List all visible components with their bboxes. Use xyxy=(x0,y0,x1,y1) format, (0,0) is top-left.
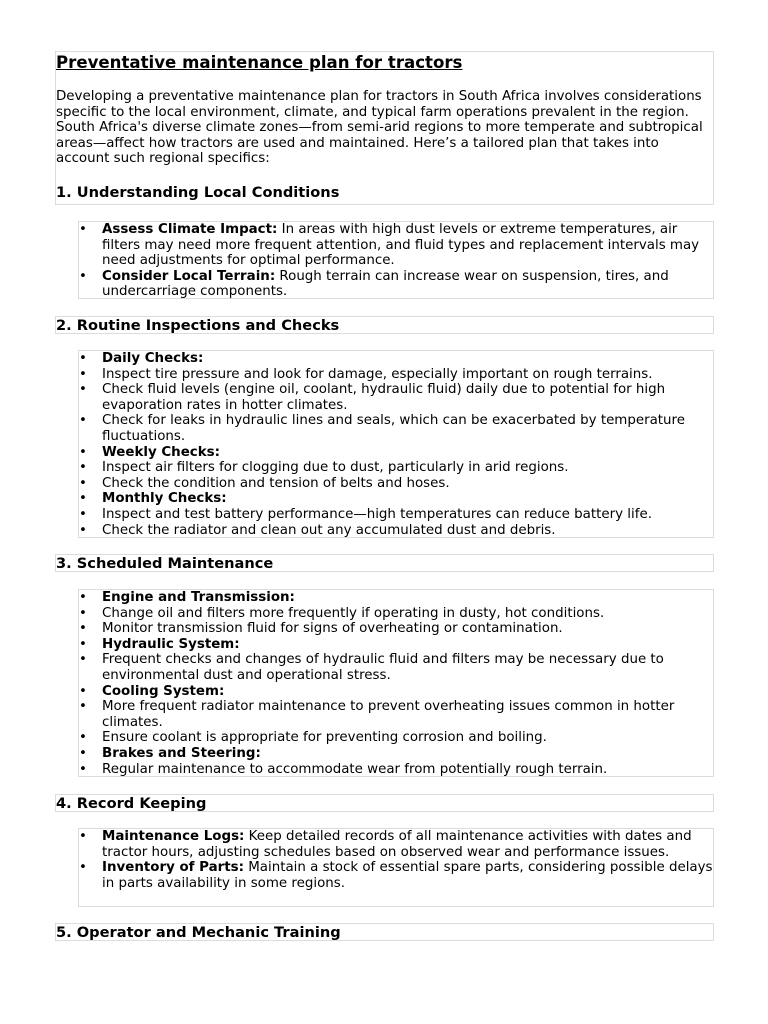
bullet-icon: • xyxy=(79,699,87,715)
section-heading-2: 2. Routine Inspections and Checks xyxy=(56,317,340,334)
list-item: • Weekly Checks: xyxy=(79,444,220,460)
bullet-icon: • xyxy=(79,475,87,491)
list-item: • Check for leaks in hydraulic lines and seals, which can be exacerbated by temperature fluctuations. xyxy=(79,413,685,444)
bullet-icon: • xyxy=(79,590,87,605)
list-item: • Regular maintenance to accommodate wear from potentially rough terrain. xyxy=(79,761,608,777)
list-item: • Daily Checks: xyxy=(79,351,204,366)
list-item: • Cooling System: xyxy=(79,683,225,699)
list-item: • Assess Climate Impact: In areas with high dust levels or extreme temperatures, air filters may need more frequent attention, and fluid types and replacement intervals may need adjustments for optimal performance. xyxy=(79,222,700,269)
bullet-icon: • xyxy=(79,860,87,876)
section-2-list-box xyxy=(78,350,714,538)
list-item: • Engine and Transmission: xyxy=(79,590,295,605)
section-3-heading-box xyxy=(55,554,714,572)
section-2-list xyxy=(79,351,713,538)
bullet-icon: • xyxy=(79,460,87,476)
bullet-icon: • xyxy=(79,730,87,746)
section-2-heading-box xyxy=(55,316,714,334)
list-item: • Inspect air filters for clogging due to dust, particularly in arid regions. xyxy=(79,460,569,476)
bullet-icon: • xyxy=(79,621,87,637)
bullet-icon: • xyxy=(79,491,87,507)
bullet-icon: • xyxy=(79,652,87,668)
section-3-list xyxy=(79,590,713,777)
section-4-heading-box xyxy=(55,794,714,812)
bullet-icon: • xyxy=(79,683,87,699)
section-4-list xyxy=(79,829,713,891)
section-4-list-box xyxy=(78,828,714,907)
bullet-icon: • xyxy=(79,268,87,284)
list-item: • Inventory of Parts: Maintain a stock of essential spare parts, considering possible delays in parts availability in some regions. xyxy=(79,860,713,891)
list-item: • Check the condition and tension of belts and hoses. xyxy=(79,475,450,491)
bullet-icon: • xyxy=(79,745,87,761)
bullet-icon: • xyxy=(79,522,87,538)
bullet-icon: • xyxy=(79,506,87,522)
bullet-icon: • xyxy=(79,636,87,652)
list-item: • Frequent checks and changes of hydraulic fluid and filters may be necessary due to environmental dust and operational stress. xyxy=(79,652,664,683)
section-heading-1: 1. Understanding Local Conditions xyxy=(56,183,340,201)
list-item: • Ensure coolant is appropriate for preventing corrosion and boiling. xyxy=(79,730,547,746)
list-item: • More frequent radiator maintenance to prevent overheating issues common in hotter climates. xyxy=(79,699,675,730)
list-item: • Check the radiator and clean out any accumulated dust and debris. xyxy=(79,522,556,538)
list-item: • Check fluid levels (engine oil, coolant, hydraulic fluid) daily due to potential for high evaporation rates in hotter climates. xyxy=(79,382,666,413)
bullet-icon: • xyxy=(79,413,87,429)
bullet-icon: • xyxy=(79,366,87,382)
list-item: • Monitor transmission fluid for signs of overheating or contamination. xyxy=(79,621,563,637)
bullet-icon: • xyxy=(79,829,87,844)
section-3-list-box xyxy=(78,589,714,777)
bullet-icon: • xyxy=(79,444,87,460)
intro-block xyxy=(55,51,714,205)
intro-paragraph: Developing a preventative maintenance plan for tractors in South Africa involves considerations specific to the local environment, climate, and typical farm operations prevalent in the region. South Africa's diverse climate zones—from semi-arid regions to more temperate and subtropical areas—affect how tractors are used and maintained. Here’s a tailored plan that takes into account such regional specifics: xyxy=(56,89,703,167)
list-item: • Change oil and filters more frequently if operating in dusty, hot conditions. xyxy=(79,605,605,621)
bullet-icon: • xyxy=(79,382,87,398)
bullet-icon: • xyxy=(79,351,87,366)
list-item: • Consider Local Terrain: Rough terrain can increase wear on suspension, tires, and undercarriage components. xyxy=(79,268,669,300)
section-heading-4: 4. Record Keeping xyxy=(56,795,207,812)
section-5-heading-box xyxy=(55,923,714,941)
list-item: • Inspect and test battery performance—high temperatures can reduce battery life. xyxy=(79,506,652,522)
page-title: Preventative maintenance plan for tractors xyxy=(56,53,463,72)
list-item: • Hydraulic System: xyxy=(79,636,240,652)
section-1-list xyxy=(79,222,713,300)
bullet-icon: • xyxy=(79,761,87,777)
section-heading-5: 5. Operator and Mechanic Training xyxy=(56,924,341,941)
list-item: • Maintenance Logs: Keep detailed records of all maintenance activities with dates and tractor hours, adjusting schedules based on observed wear and performance issues. xyxy=(79,829,692,860)
section-heading-3: 3. Scheduled Maintenance xyxy=(56,555,274,572)
list-item: • Inspect tire pressure and look for damage, especially important on rough terrains. xyxy=(79,366,653,382)
document-page xyxy=(55,51,714,941)
list-item: • Monthly Checks: xyxy=(79,491,227,507)
bullet-icon: • xyxy=(79,222,87,237)
section-1-list-box xyxy=(78,221,714,299)
bullet-icon: • xyxy=(79,605,87,621)
list-item: • Brakes and Steering: xyxy=(79,745,261,761)
